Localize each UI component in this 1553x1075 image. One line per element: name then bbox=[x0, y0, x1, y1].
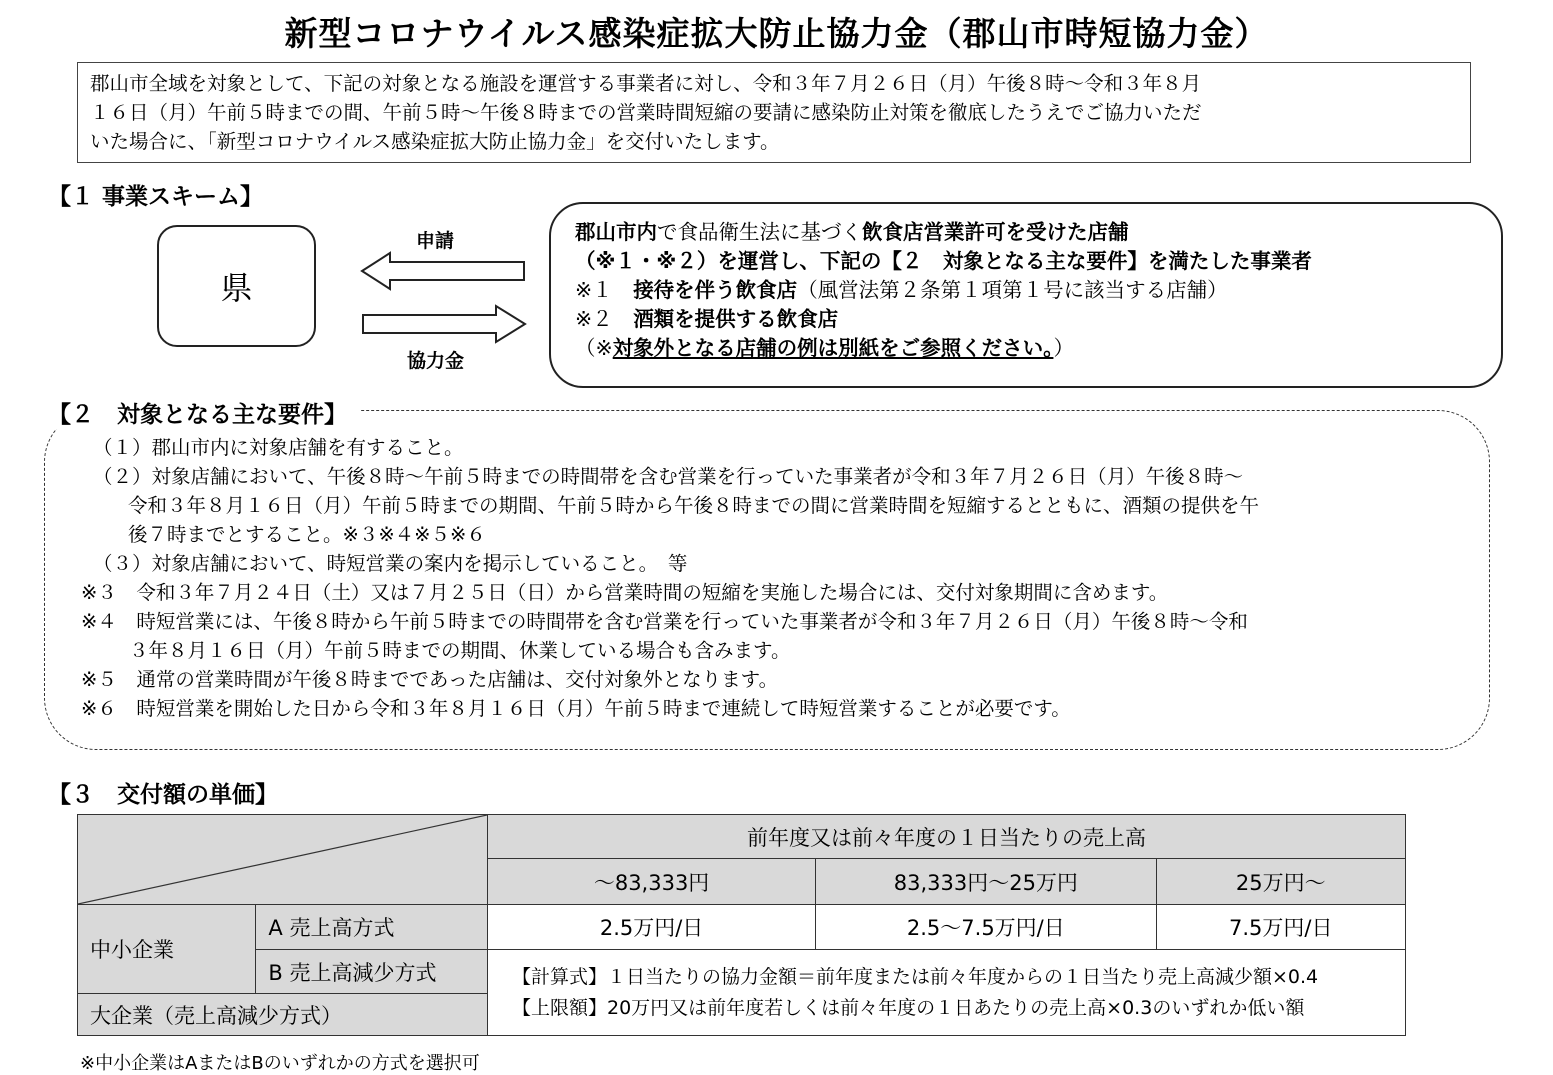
left-arrow-icon bbox=[360, 250, 530, 292]
text: （風営法第２条第１項第１号に該当する店舗） bbox=[797, 278, 1228, 302]
apply-label: 申請 bbox=[416, 230, 455, 252]
text: で食品衛生法に基づく bbox=[657, 220, 862, 244]
table-cell: 2.5万円/日 bbox=[488, 905, 816, 950]
table-corner-cell bbox=[78, 815, 488, 905]
eligibility-line: （※１・※２）を運営し、下記の【２ 対象となる主な要件】を満たした事業者 bbox=[575, 249, 1312, 273]
requirement-item: （１）郡山市内に対象店舗を有すること。 bbox=[93, 436, 464, 459]
text: ※１ bbox=[575, 278, 634, 302]
requirement-item: （２）対象店舗において、午後８時～午前５時までの時間帯を含む営業を行っていた事業者が令和３年７月２６日（月）午後８時～ bbox=[93, 465, 1244, 488]
requirement-note: ３年８月１６日（月）午前５時までの期間、休業している場合も含みます。 bbox=[129, 639, 791, 662]
intro-line: １６日（月）午前５時までの間、午前５時～午後８時までの営業時間短縮の要請に感染防止対策を徹底したうえでご協力いただ bbox=[90, 101, 1202, 124]
intro-line: 郡山市全域を対象として、下記の対象となる施設を運営する事業者に対し、令和３年７月２６日（月）午後８時～令和３年８月 bbox=[90, 72, 1202, 95]
formula-cell bbox=[488, 950, 1406, 1036]
text-bold: 飲食店営業許可を受けた店舗 bbox=[862, 220, 1129, 244]
eligibility-line bbox=[575, 276, 1477, 305]
intro-box bbox=[77, 62, 1471, 163]
table-cell: 2.5～7.5万円/日 bbox=[816, 905, 1156, 950]
formula-line: 【上限額】20万円又は前年度若しくは前々年度の１日あたりの売上高×0.3のいずれか低い額 bbox=[512, 996, 1305, 1019]
section2-heading: 【２ 対象となる主な要件】 bbox=[48, 396, 361, 429]
requirement-item: （３）対象店舗において、時短営業の案内を掲示していること。 等 bbox=[93, 552, 688, 575]
page-title: 新型コロナウイルス感染症拡大防止協力金（郡山市時短協力金） bbox=[284, 14, 1269, 53]
table-col-header: 25万円～ bbox=[1156, 859, 1405, 905]
text: ※２ bbox=[575, 307, 634, 331]
eligibility-line bbox=[575, 334, 1477, 363]
table-row-header-sme: 中小企業 bbox=[78, 905, 256, 994]
eligibility-line bbox=[575, 218, 1477, 247]
text: ） bbox=[1053, 336, 1074, 360]
table-row-header-large: 大企業（売上高減少方式） bbox=[78, 994, 488, 1036]
table-col-header: ～83,333円 bbox=[488, 859, 816, 905]
requirement-note: ※３ 令和３年７月２４日（土）又は７月２５日（日）から営業時間の短縮を実施した場合には、交付対象期間に含めます。 bbox=[81, 581, 1169, 604]
table-row-header: B 売上高減少方式 bbox=[256, 950, 488, 994]
text: （※ bbox=[575, 336, 613, 360]
text-underlined: 対象外となる店舗の例は別紙をご参照ください。 bbox=[612, 336, 1054, 360]
text-bold: 接待を伴う飲食店 bbox=[633, 278, 798, 302]
requirement-note: ※４ 時短営業には、午後８時から午前５時までの時間帯を含む営業を行っていた事業者が令和３年７月２６日（月）午後８時～令和 bbox=[81, 610, 1248, 633]
intro-line: いた場合に、「新型コロナウイルス感染症拡大防止協力金」を交付いたします。 bbox=[90, 130, 780, 153]
table-header-main: 前年度又は前々年度の１日当たりの売上高 bbox=[488, 815, 1406, 859]
section1-heading: 【１ 事業スキーム】 bbox=[48, 184, 264, 210]
eligibility-line bbox=[575, 305, 1477, 334]
requirements-box bbox=[44, 410, 1490, 750]
eligibility-box bbox=[549, 202, 1503, 388]
formula-line: 【計算式】１日当たりの協力金額＝前年度または前々年度からの１日当たり売上高減少額×0.4 bbox=[512, 965, 1319, 988]
section3-heading: 【３ 交付額の単価】 bbox=[48, 782, 278, 808]
right-arrow-icon bbox=[360, 303, 530, 345]
table-cell: 7.5万円/日 bbox=[1156, 905, 1405, 950]
prefecture-box: 県 bbox=[157, 225, 316, 347]
text-bold: 酒類を提供する飲食店 bbox=[633, 307, 839, 331]
requirement-note: ※５ 通常の営業時間が午後８時までであった店舗は、交付対象外となります。 bbox=[81, 668, 779, 691]
requirement-item: 後７時までとすること。※３※４※５※６ bbox=[128, 523, 486, 546]
table-row-header: A 売上高方式 bbox=[256, 905, 488, 950]
footnote: ※中小企業はAまたはBのいずれかの方式を選択可 bbox=[80, 1053, 480, 1074]
grant-label: 協力金 bbox=[407, 350, 465, 372]
fee-table bbox=[77, 814, 1406, 1036]
diagonal-line bbox=[78, 815, 487, 904]
requirement-note: ※６ 時短営業を開始した日から令和３年８月１６日（月）午前５時まで連続して時短営業することが必要です。 bbox=[81, 697, 1071, 720]
requirement-item: 令和３年８月１６日（月）午前５時までの期間、午前５時から午後８時までの間に営業時間を短縮するとともに、酒類の提供を午 bbox=[128, 494, 1260, 517]
text-bold: 郡山市内 bbox=[575, 220, 657, 244]
table-col-header: 83,333円～25万円 bbox=[816, 859, 1156, 905]
